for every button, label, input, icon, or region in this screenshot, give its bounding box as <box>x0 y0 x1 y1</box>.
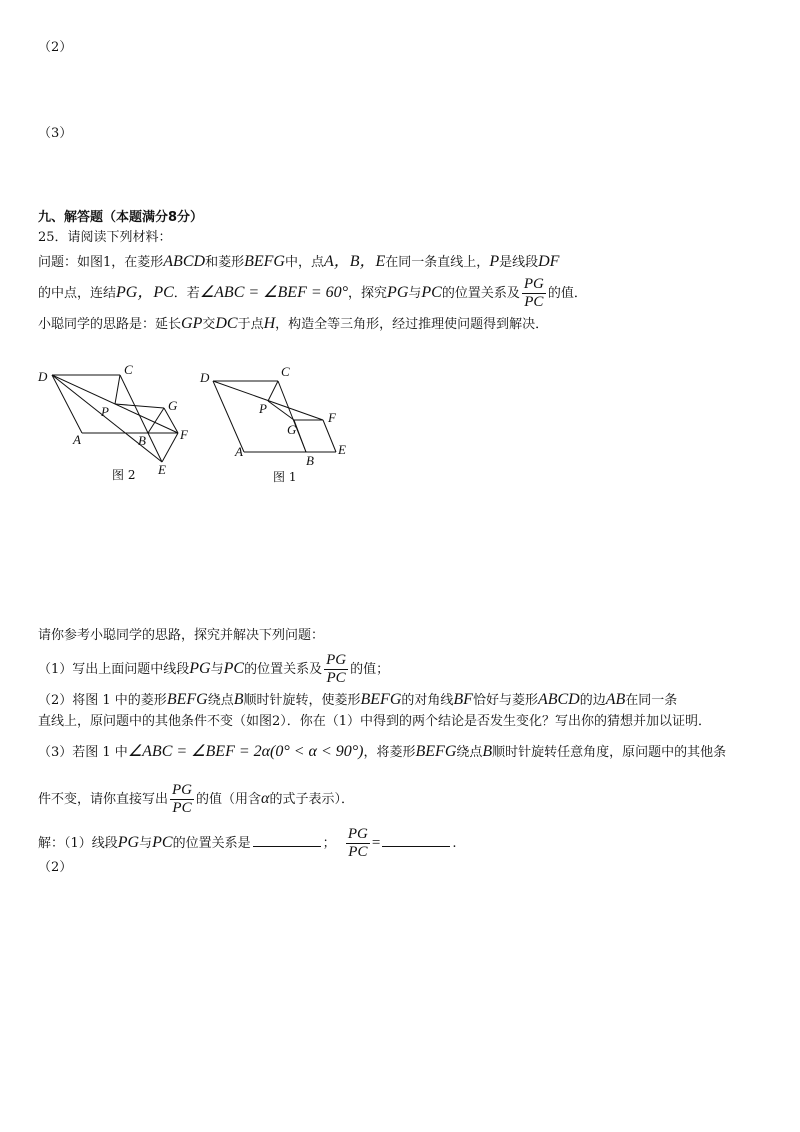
answer-blank-relation[interactable] <box>253 832 321 847</box>
section-heading: 九、解答题（本题满分8分） <box>38 210 204 225</box>
fig2-label-e: E <box>158 462 166 477</box>
answer-item-2: （2） <box>38 860 73 875</box>
question-line-1: 问题：如图1，在菱形ABCD和菱形BEFG中，点A，B，E在同一条直线上，P是线段DF <box>38 253 560 270</box>
task-2-line-2: 直线上，原问题中的其他条件不变（如图2）．你在（1）中得到的两个结论是否发生变化？写出你的猜想并加以证明． <box>38 714 712 729</box>
fig1-label-c: C <box>281 364 290 379</box>
fig1-label-p: P <box>259 401 267 416</box>
task-3-line-1: （3）若图 1 中∠ABC = ∠BEF = 2α(0° < α < 90°)，将菱形BEFG绕点B顺时针旋转任意角度，原问题中的其他条 <box>38 743 727 760</box>
fig2-caption: 图 2 <box>112 468 136 482</box>
fig1-label-g: G <box>287 422 297 437</box>
fig2-label-a: A <box>73 432 81 447</box>
fraction-pg-pc: $\frac{PG}{PC}$ <box>326 652 347 686</box>
figure-2 <box>52 375 178 462</box>
fig2-segment-pc <box>115 375 120 404</box>
fraction-pg-pc: $\frac{PG}{PC}$ <box>347 826 368 860</box>
fig2-label-c: C <box>124 362 133 377</box>
question-line-2: 的中点，连结PG，PC．若∠ABC = ∠BEF = 60°，探究PG与PC的位置关系及 $\frac{PG}{PC}$ 的值． <box>38 276 587 310</box>
fig1-label-f: F <box>328 410 336 425</box>
figure-1 <box>213 381 336 452</box>
fig2-edge-cb <box>120 375 148 433</box>
fig2-edge-fe <box>162 433 178 462</box>
tasks-lead: 请你参考小聪同学的思路，探究并解决下列问题： <box>38 628 325 643</box>
fig2-label-p: P <box>101 404 109 419</box>
task-2-line-1: （2）将图 1 中的菱形BEFG绕点B顺时针旋转，使菱形BEFG的对角线BF恰好与菱形ABCD的边AB在同一条 <box>38 691 678 708</box>
fig1-edge-ad <box>213 381 244 452</box>
fig1-label-b: B <box>306 453 314 468</box>
item-2-label: （2） <box>38 40 73 55</box>
fraction-pg-pc: $\frac{PG}{PC}$ <box>172 782 193 816</box>
fraction-pg-pc: $\frac{PG}{PC}$ <box>523 276 544 310</box>
fig2-label-d: D <box>38 369 48 384</box>
answer-line-1: 解：（1）线段PG与PC的位置关系是 ； $\frac{PG}{PC}$ = . <box>38 826 457 860</box>
answer-blank-ratio[interactable] <box>382 832 450 847</box>
fig1-label-e: E <box>338 442 346 457</box>
question-line-3: 小聪同学的思路是：延长GP交DC于点H，构造全等三角形，经过推理使问题得到解决． <box>38 315 549 332</box>
task-3-line-2: 件不变，请你直接写出 $\frac{PG}{PC}$ 的值（用含α的式子表示）． <box>38 782 354 816</box>
fig2-label-f: F <box>180 427 188 442</box>
fig1-label-a: A <box>235 444 243 459</box>
fig1-label-d: D <box>200 370 210 385</box>
fig2-edge-eb <box>148 433 162 462</box>
fig2-edge-ad <box>52 375 82 433</box>
task-1: （1）写出上面问题中线段PG与PC的位置关系及 $\frac{PG}{PC}$ 的值； <box>38 652 390 686</box>
geometry-figures <box>0 360 800 500</box>
fig2-label-b: B <box>138 433 146 448</box>
fig1-segment-pc <box>268 381 278 401</box>
question-25-intro: 25．请阅读下列材料： <box>38 230 172 245</box>
fig1-caption: 图 1 <box>273 470 297 484</box>
item-3-label: （3） <box>38 126 73 141</box>
fig2-label-g: G <box>168 398 178 413</box>
